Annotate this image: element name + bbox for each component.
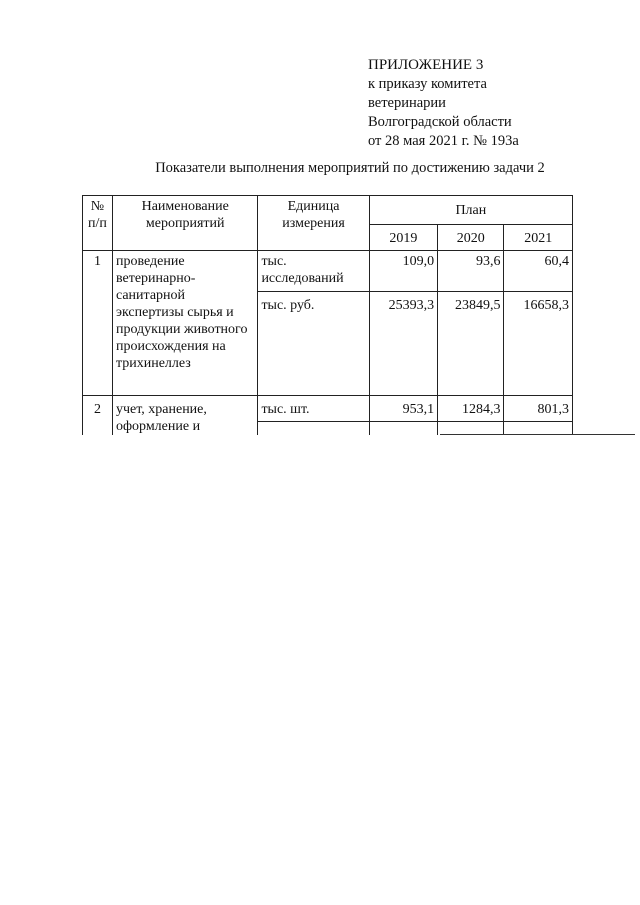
region-line: Волгоградской области [368, 114, 512, 130]
header-unit: Единица измерения [258, 196, 369, 251]
appendix-number: ПРИЛОЖЕНИЕ 3 [368, 57, 484, 73]
row-value-empty [369, 422, 437, 436]
order-date-line: от 28 мая 2021 г. № 193а [368, 133, 519, 149]
row-value-empty [504, 422, 573, 436]
row-value: 23849,5 [438, 292, 504, 396]
row-name: проведение ветеринарно-санитарной экспертизы сырья и продукции животного происхождения на трихинеллез [112, 251, 257, 396]
row-unit: тыс. руб. [258, 292, 369, 396]
row-num: 1 [83, 251, 113, 396]
row-unit-empty [258, 422, 369, 436]
indicators-table [82, 195, 573, 435]
row-value: 60,4 [504, 251, 573, 292]
header-year: 2021 [504, 225, 573, 251]
row-value-empty [438, 422, 504, 436]
page-cut-line [440, 434, 635, 435]
row-num: 2 [83, 396, 113, 436]
appendix-header [368, 56, 519, 151]
header-plan: План [369, 196, 572, 225]
table-row [83, 251, 573, 292]
row-unit: тыс. шт. [258, 396, 369, 422]
table-row [83, 396, 573, 422]
row-unit: тыс. исследований [258, 251, 369, 292]
row-name: учет, хранение, оформление и [112, 396, 257, 436]
header-year: 2019 [369, 225, 437, 251]
table-header-row [83, 196, 573, 225]
order-reference-line: к приказу комитета [368, 76, 487, 92]
committee-line: ветеринарии [368, 95, 446, 111]
row-value: 953,1 [369, 396, 437, 422]
row-value: 25393,3 [369, 292, 437, 396]
row-value: 801,3 [504, 396, 573, 422]
header-year: 2020 [438, 225, 504, 251]
row-value: 109,0 [369, 251, 437, 292]
header-num: № п/п [83, 196, 113, 251]
header-name: Наименование мероприятий [112, 196, 257, 251]
indicators-table-wrapper [82, 195, 574, 435]
row-value: 1284,3 [438, 396, 504, 422]
row-value: 16658,3 [504, 292, 573, 396]
row-value: 93,6 [438, 251, 504, 292]
document-title: Показатели выполнения мероприятий по достижению задачи 2 [155, 160, 545, 176]
